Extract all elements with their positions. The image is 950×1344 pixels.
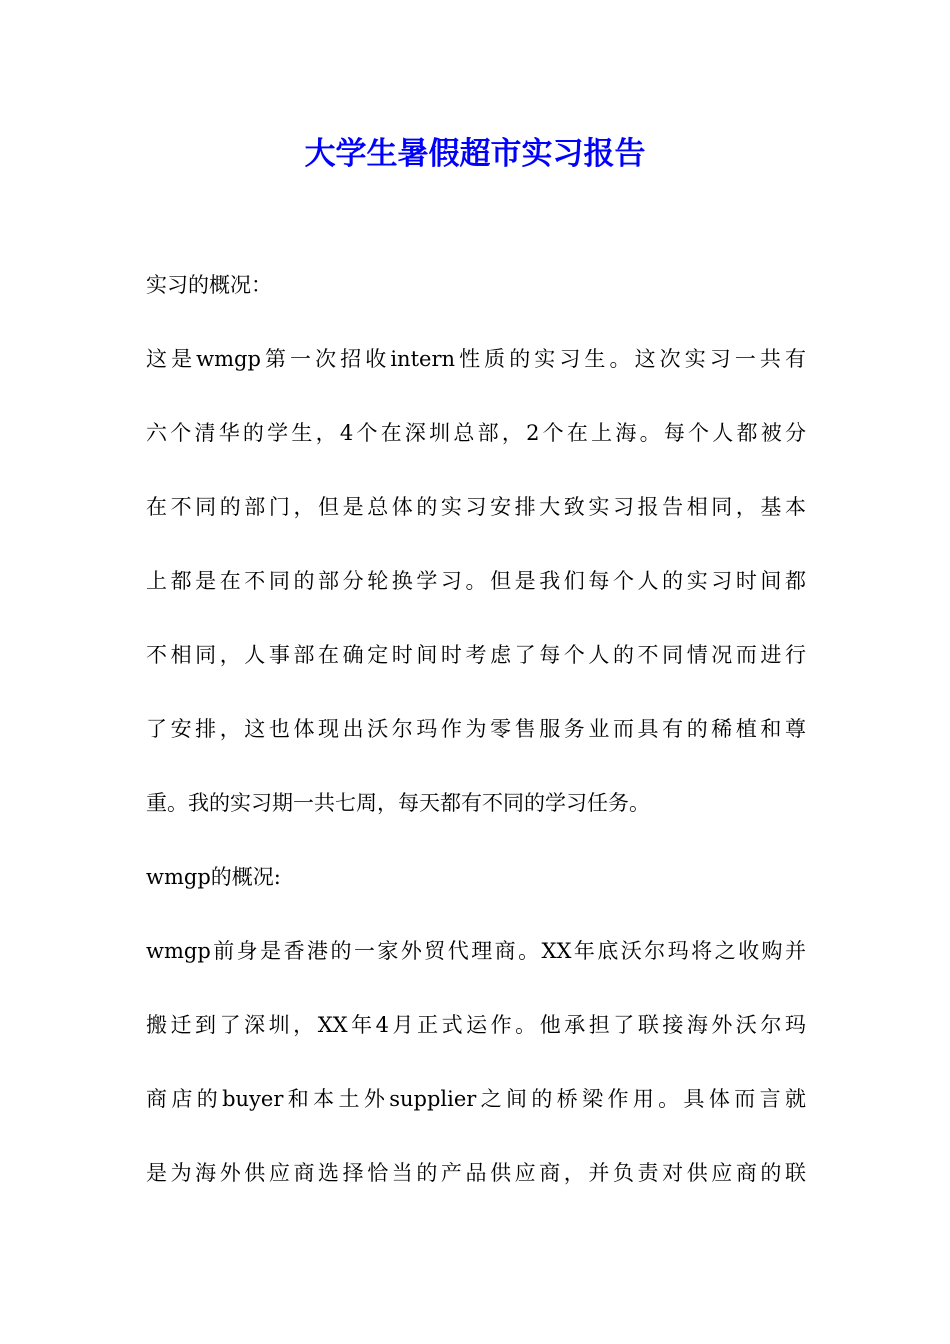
section-heading-internship-overview: 实习的概况： xyxy=(146,273,272,297)
paragraph-line: 是为海外供应商选择恰当的产品供应商，并负责对供应商的联 xyxy=(146,1161,806,1185)
paragraph-line: 上都是在不同的部分轮换学习。但是我们每个人的实习时间都 xyxy=(146,569,806,593)
paragraph-line: 了安排，这也体现出沃尔玛作为零售服务业而具有的稀植和尊 xyxy=(146,717,806,741)
paragraph-line: 这是wmgp第一次招收intern性质的实习生。这次实习一共有 xyxy=(146,347,806,371)
paragraph-line: 不相同，人事部在确定时间时考虑了每个人的不同情况而进行 xyxy=(146,643,806,667)
paragraph-line: 在不同的部门，但是总体的实习安排大致实习报告相同，基本 xyxy=(146,495,806,519)
section-heading-wmgp-overview: wmgp的概况: xyxy=(146,865,281,889)
paragraph-line: 六个清华的学生，4个在深圳总部，2个在上海。每个人都被分 xyxy=(146,421,806,445)
paragraph-line: 搬迁到了深圳，XX年4月正式运作。他承担了联接海外沃尔玛 xyxy=(146,1013,806,1037)
paragraph-line: 重。我的实习期一共七周，每天都有不同的学习任务。 xyxy=(146,791,650,815)
paragraph-line: wmgp前身是香港的一家外贸代理商。XX年底沃尔玛将之收购并 xyxy=(146,939,806,963)
document-title: 大学生暑假超市实习报告 xyxy=(304,136,646,172)
document-body xyxy=(146,261,806,1223)
paragraph-line: 商店的buyer和本土外supplier之间的桥梁作用。具体而言就 xyxy=(146,1087,806,1111)
